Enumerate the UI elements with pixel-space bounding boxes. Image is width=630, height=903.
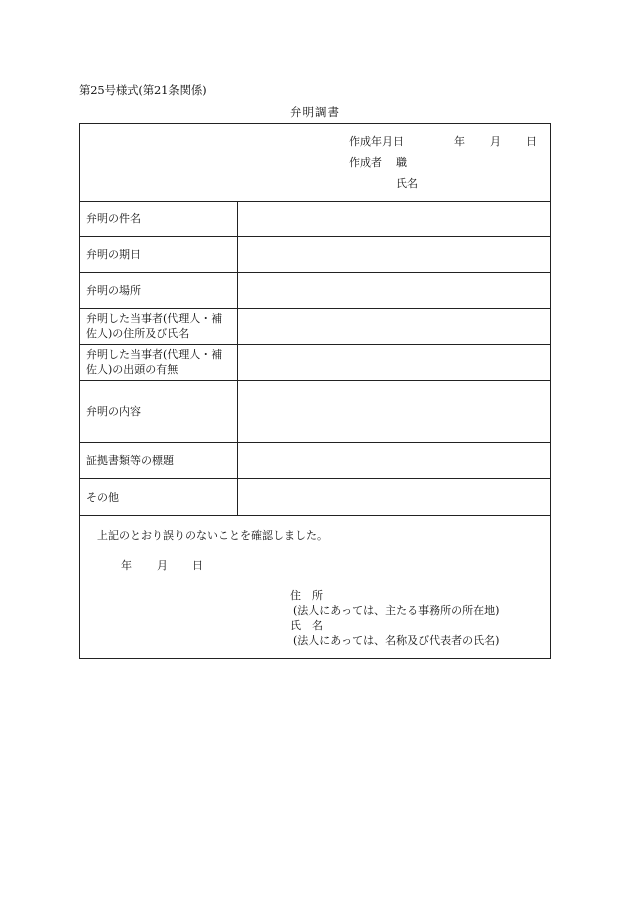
signer-name-note: (法人にあっては、名称及び代表者の氏名) [293, 634, 500, 647]
party-attendance-value-cell[interactable] [237, 345, 550, 380]
row-label-line2: 佐人)の出頭の有無 [86, 363, 179, 376]
author-label: 作成者 [349, 156, 382, 169]
document-title: 弁明調書 [290, 105, 340, 119]
row-label: 弁明の期日 [86, 248, 141, 261]
place-value-cell[interactable] [237, 273, 550, 308]
row-label: 弁明の場所 [86, 284, 141, 297]
row-label: その他 [86, 491, 119, 504]
created-year-label: 年 [454, 135, 465, 148]
row-place [80, 273, 550, 309]
form-number: 第25号様式(第21条関係) [79, 83, 207, 97]
created-day-label: 日 [526, 135, 537, 148]
row-label: 証拠書類等の標題 [86, 454, 174, 467]
evidence-value-cell[interactable] [237, 443, 550, 478]
row-party-address [80, 309, 550, 345]
row-evidence [80, 443, 550, 479]
address-label: 住 所 [290, 589, 323, 602]
created-month-label: 月 [490, 135, 501, 148]
row-label-line1: 弁明した当事者(代理人・補 [86, 312, 223, 325]
subject-value-cell[interactable] [237, 201, 550, 236]
row-label: 弁明の内容 [86, 405, 141, 418]
other-value-cell[interactable] [237, 479, 550, 515]
form-frame [79, 123, 551, 659]
row-label: 弁明の件名 [86, 212, 141, 225]
row-label [86, 311, 222, 341]
confirm-month-label: 月 [157, 559, 168, 572]
author-position-label: 職 [396, 156, 407, 169]
row-label-line1: 弁明した当事者(代理人・補 [86, 348, 223, 361]
confirmation-statement: 上記のとおり誤りのないことを確認しました。 [97, 529, 328, 542]
author-name-label: 氏名 [396, 177, 418, 190]
party-address-value-cell[interactable] [237, 309, 550, 344]
row-label [86, 347, 222, 377]
row-date [80, 237, 550, 273]
confirm-year-label: 年 [121, 559, 132, 572]
confirmation-block [80, 516, 550, 658]
created-date-label: 作成年月日 [349, 135, 404, 148]
date-value-cell[interactable] [237, 237, 550, 272]
confirm-day-label: 日 [192, 559, 203, 572]
address-note: (法人にあっては、主たる事務所の所在地) [293, 604, 500, 617]
row-other [80, 479, 550, 516]
row-party-attendance [80, 345, 550, 381]
row-label-line2: 佐人)の住所及び氏名 [86, 327, 190, 340]
creation-info-block [80, 124, 550, 202]
content-value-cell[interactable] [237, 381, 550, 442]
row-content [80, 381, 550, 443]
signer-name-label: 氏 名 [290, 619, 323, 632]
row-subject [80, 201, 550, 237]
